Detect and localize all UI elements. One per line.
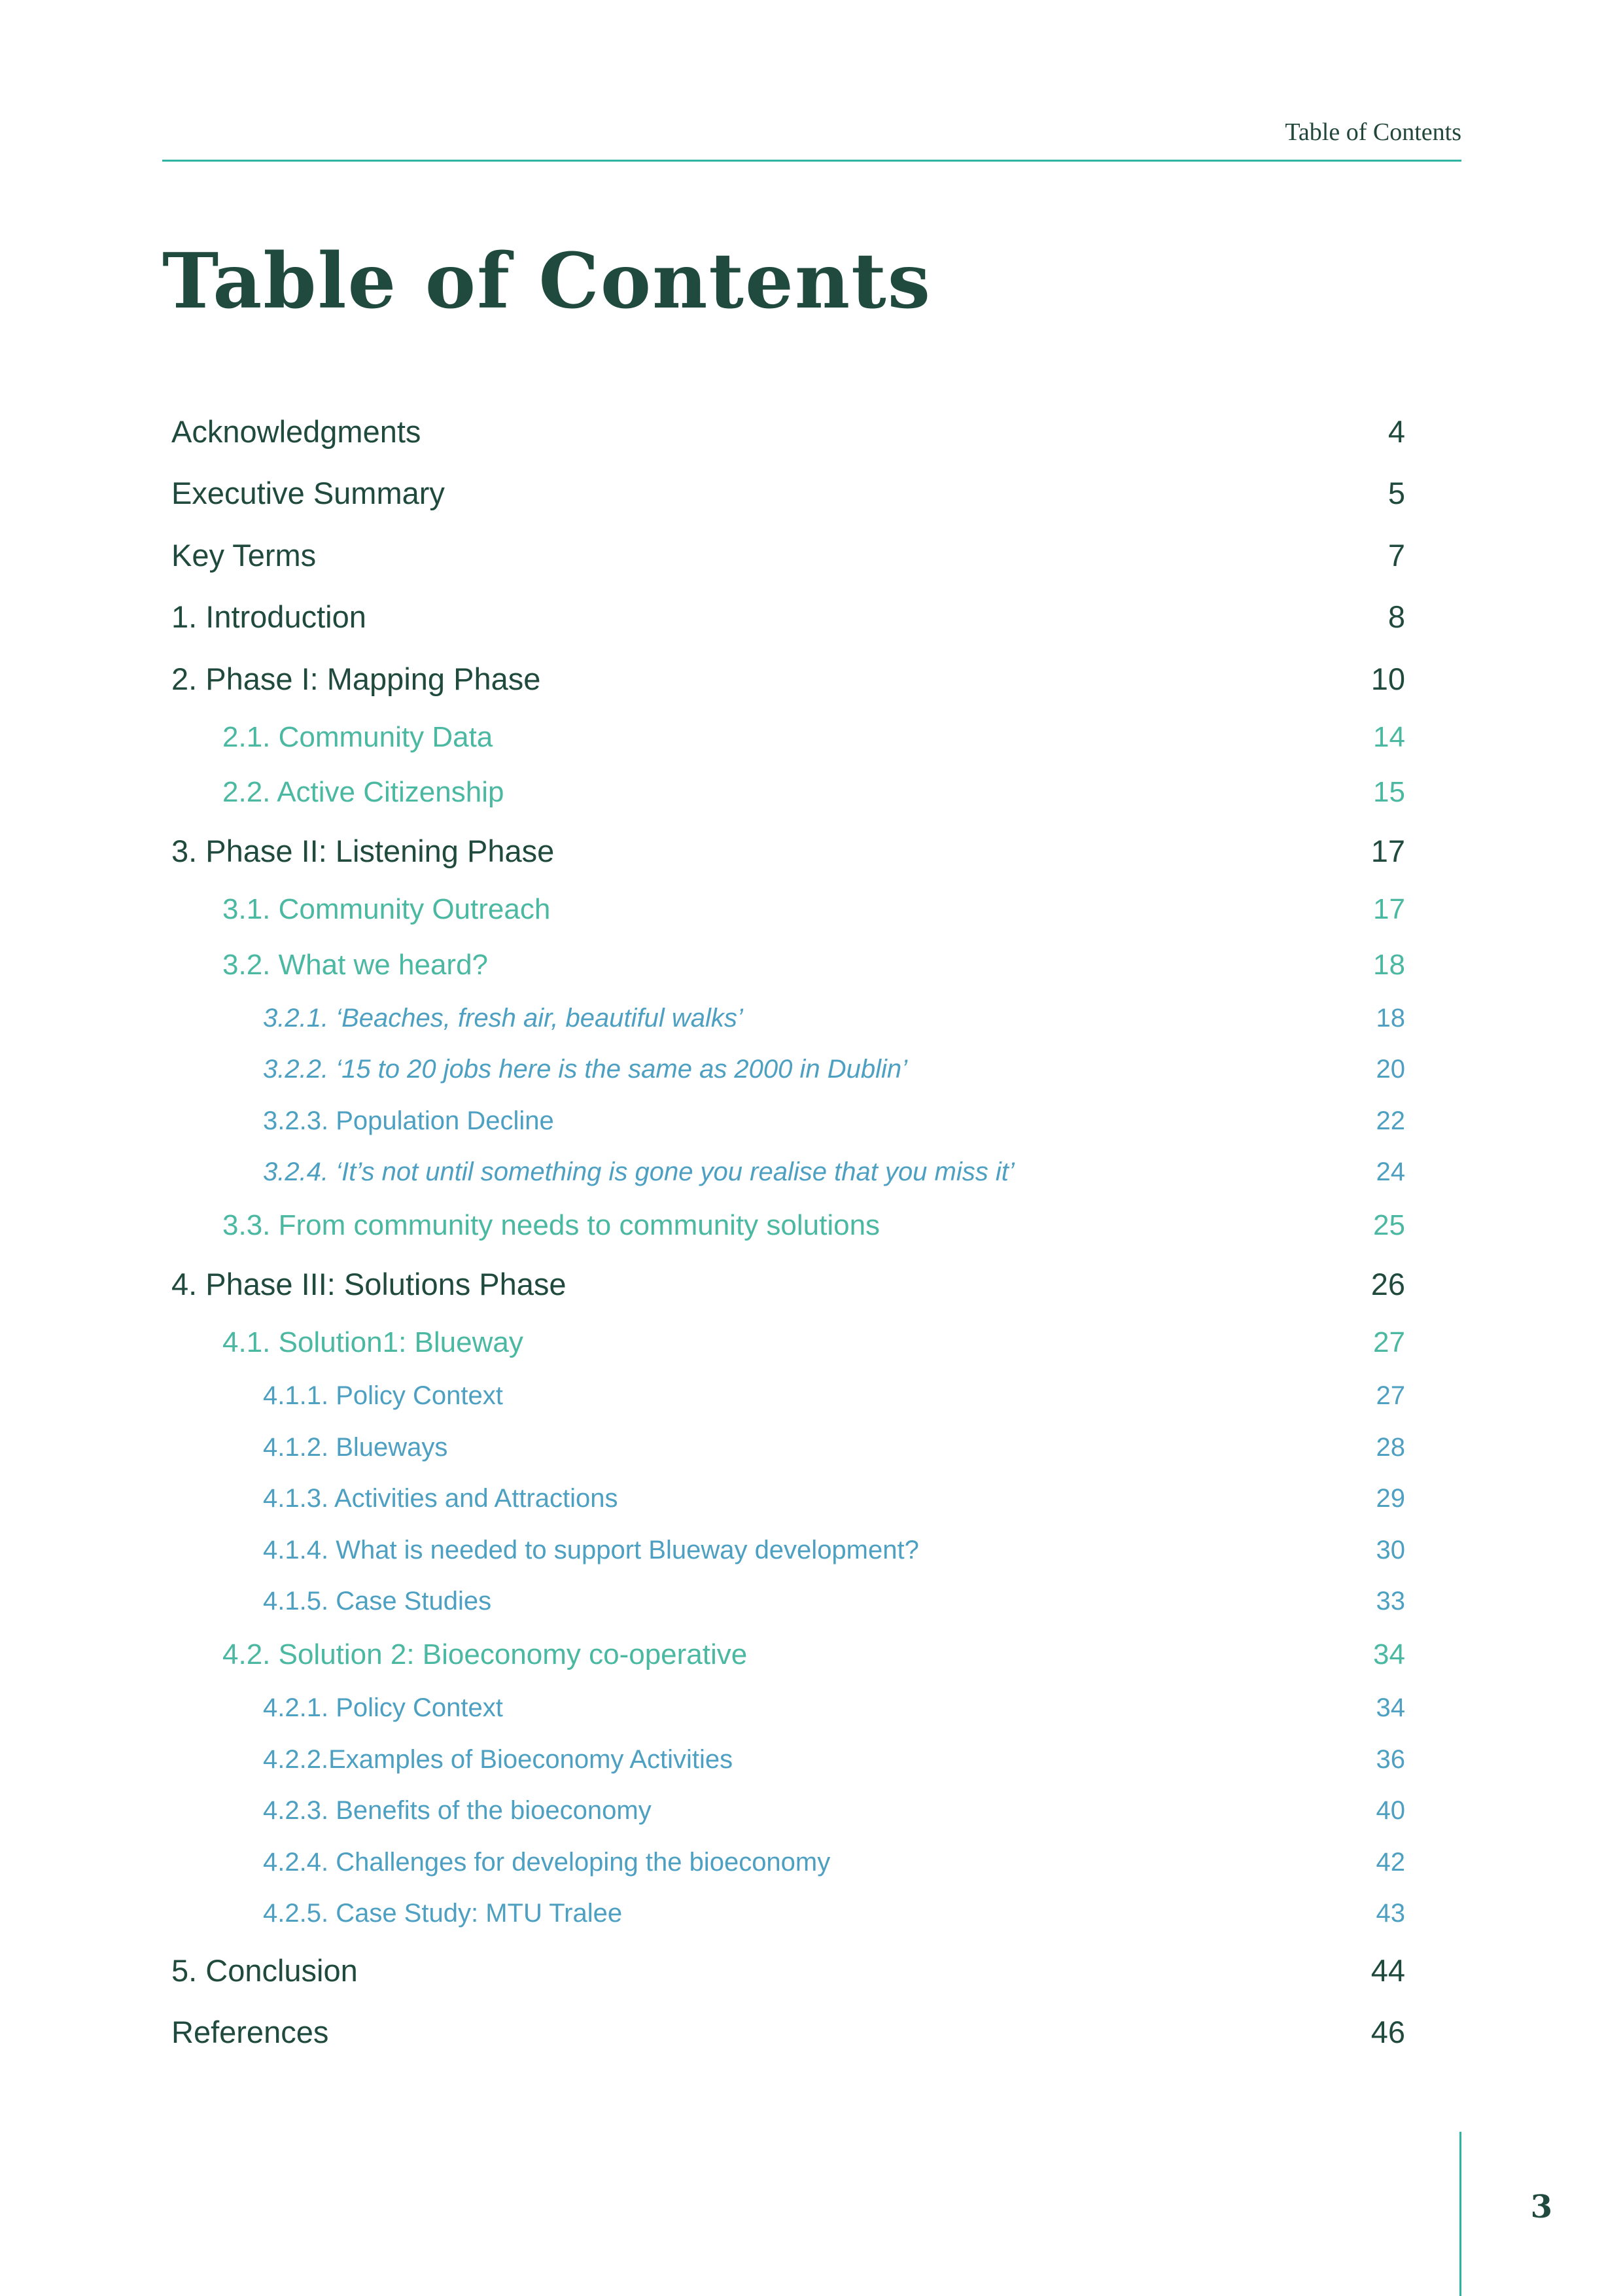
- toc-entry-page: 34: [1373, 1638, 1405, 1671]
- toc-entry[interactable]: [171, 1837, 1405, 1888]
- toc-entry-page: 22: [1376, 1106, 1405, 1135]
- toc-entry-title: 4.2.2.Examples of Bioeconomy Activities: [263, 1744, 733, 1774]
- toc-entry-page: 30: [1376, 1535, 1405, 1564]
- toc-entry-title: Acknowledgments: [171, 414, 421, 449]
- toc-entry-title: 2.2. Active Citizenship: [222, 776, 504, 809]
- toc-entry[interactable]: [171, 400, 1405, 463]
- toc-entry-page: 33: [1376, 1587, 1405, 1616]
- toc-entry-page: 18: [1376, 1003, 1405, 1033]
- toc-entry-page: 18: [1373, 948, 1405, 981]
- toc-entry[interactable]: [171, 993, 1405, 1044]
- toc-entry[interactable]: [171, 1422, 1405, 1474]
- toc-entry[interactable]: [171, 1888, 1405, 1940]
- running-header: Table of Contents: [1285, 118, 1461, 146]
- toc-entry-title: 3. Phase II: Listening Phase: [171, 834, 555, 869]
- toc-entry-title: 4.1.4. What is needed to support Blueway development?: [263, 1535, 919, 1564]
- toc-entry-title: 2.1. Community Data: [222, 720, 493, 753]
- toc-entry-title: 4.2.4. Challenges for developing the bioeconomy: [263, 1847, 831, 1877]
- toc-entry-title: 3.2.3. Population Decline: [263, 1106, 554, 1135]
- toc-entry[interactable]: [171, 524, 1405, 586]
- toc-entry[interactable]: [171, 463, 1405, 525]
- toc-entry[interactable]: [171, 1683, 1405, 1735]
- toc-entry-title: Executive Summary: [171, 476, 445, 511]
- toc-entry-page: 25: [1373, 1209, 1405, 1242]
- toc-entry-page: 20: [1376, 1055, 1405, 1084]
- toc-entry-page: 17: [1373, 893, 1405, 926]
- toc-entry-title: 4.1.1. Policy Context: [263, 1381, 503, 1411]
- toc-entry-title: 3.2. What we heard?: [222, 948, 489, 981]
- toc-entry[interactable]: [171, 882, 1405, 938]
- table-of-contents: [171, 400, 1405, 2063]
- toc-entry-title: 3.2.1. ‘Beaches, fresh air, beautiful walks’: [263, 1003, 743, 1033]
- toc-entry-title: 2. Phase I: Mapping Phase: [171, 661, 541, 696]
- toc-entry-title: 4. Phase III: Solutions Phase: [171, 1267, 567, 1302]
- toc-entry[interactable]: [171, 1147, 1405, 1199]
- toc-entry-title: 5. Conclusion: [171, 1952, 358, 1988]
- toc-entry-title: 3.2.4. ‘It’s not until something is gone you realise that you miss it’: [263, 1157, 1015, 1187]
- toc-entry[interactable]: [171, 1734, 1405, 1786]
- toc-entry-title: 4.1.3. Activities and Attractions: [263, 1484, 618, 1513]
- header-divider: [162, 160, 1461, 162]
- toc-entry-page: 43: [1376, 1899, 1405, 1928]
- toc-entry[interactable]: [171, 586, 1405, 648]
- toc-entry-page: 36: [1376, 1744, 1405, 1774]
- toc-entry-page: 8: [1387, 599, 1405, 635]
- toc-entry-page: 4: [1387, 414, 1405, 449]
- toc-entry[interactable]: [171, 1254, 1405, 1316]
- toc-entry[interactable]: [171, 821, 1405, 883]
- toc-entry-page: 10: [1370, 661, 1405, 696]
- toc-entry[interactable]: [171, 1095, 1405, 1147]
- toc-entry-page: 42: [1376, 1847, 1405, 1877]
- page-number: 3: [1530, 2189, 1552, 2225]
- toc-entry[interactable]: [171, 1371, 1405, 1422]
- toc-entry-page: 28: [1376, 1432, 1405, 1462]
- toc-entry-title: 4.2.5. Case Study: MTU Tralee: [263, 1899, 623, 1928]
- toc-entry[interactable]: [171, 1576, 1405, 1628]
- toc-entry-title: 3.3. From community needs to community solutions: [222, 1209, 881, 1242]
- toc-entry-page: 29: [1376, 1484, 1405, 1513]
- toc-entry-page: 5: [1387, 476, 1405, 511]
- toc-entry[interactable]: [171, 765, 1405, 821]
- toc-entry-title: 4.1.5. Case Studies: [263, 1587, 492, 1616]
- toc-entry-page: 40: [1376, 1796, 1405, 1826]
- toc-entry[interactable]: [171, 1044, 1405, 1096]
- toc-entry-title: 4.1.2. Blueways: [263, 1432, 448, 1462]
- toc-entry-page: 34: [1376, 1693, 1405, 1723]
- toc-entry[interactable]: [171, 1474, 1405, 1525]
- toc-entry-title: 4.1. Solution1: Blueway: [222, 1326, 523, 1359]
- toc-entry-title: References: [171, 2015, 329, 2050]
- toc-entry-title: 4.2. Solution 2: Bioeconomy co-operative: [222, 1638, 748, 1671]
- toc-entry-title: 4.2.3. Benefits of the bioeconomy: [263, 1796, 652, 1826]
- toc-entry[interactable]: [171, 1939, 1405, 2002]
- toc-entry-page: 24: [1376, 1157, 1405, 1187]
- page-title: Table of Contents: [162, 237, 932, 326]
- toc-entry-page: 7: [1387, 537, 1405, 573]
- toc-entry[interactable]: [171, 2002, 1405, 2064]
- toc-entry-title: 1. Introduction: [171, 599, 366, 635]
- toc-entry[interactable]: [171, 1315, 1405, 1371]
- toc-entry-page: 27: [1373, 1326, 1405, 1359]
- toc-entry[interactable]: [171, 1786, 1405, 1837]
- toc-entry-page: 27: [1376, 1381, 1405, 1411]
- toc-entry-page: 17: [1370, 834, 1405, 869]
- toc-entry[interactable]: [171, 1627, 1405, 1683]
- toc-entry-page: 46: [1370, 2015, 1405, 2050]
- toc-entry[interactable]: [171, 1525, 1405, 1576]
- toc-entry-page: 15: [1373, 776, 1405, 809]
- toc-entry[interactable]: [171, 938, 1405, 993]
- toc-entry[interactable]: [171, 1198, 1405, 1254]
- toc-entry[interactable]: [171, 648, 1405, 710]
- toc-entry-title: 3.1. Community Outreach: [222, 893, 551, 926]
- toc-entry-title: 3.2.2. ‘15 to 20 jobs here is the same as 2000 in Dublin’: [263, 1055, 908, 1084]
- footer-divider: [1459, 2132, 1461, 2296]
- toc-entry-title: Key Terms: [171, 537, 317, 573]
- toc-entry-page: 26: [1370, 1267, 1405, 1302]
- toc-entry[interactable]: [171, 710, 1405, 766]
- toc-entry-page: 44: [1370, 1952, 1405, 1988]
- toc-entry-page: 14: [1373, 720, 1405, 753]
- toc-entry-title: 4.2.1. Policy Context: [263, 1693, 503, 1723]
